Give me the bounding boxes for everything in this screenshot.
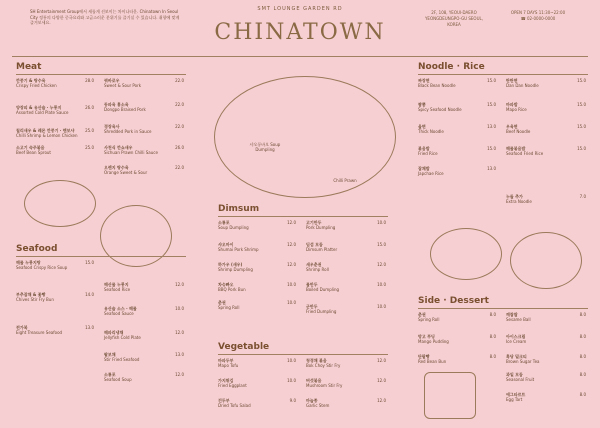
menu-item: 해물 누룽지탕 Seafood Crispy Rice Soup 15.0 [16,260,94,270]
menu-item: 군만두 Fried Dumpling 10.0 [306,304,386,314]
menu-item: 망고 푸딩 Mango Pudding 8.0 [418,334,496,344]
menu-item: 울면 Thick Noodle 13.0 [418,124,496,134]
menu-item: 오렌지 탕수육 Orange Sweet & Sour 22.0 [104,165,184,175]
divider [16,74,186,75]
section-title-seafood: Seafood [16,244,58,254]
menu-item: 깐풍기 & 탕수육 Crispy Fried Chicken 28.0 [16,78,94,88]
menu-item: 버섯볶음 Mushroom Stir Fry 12.0 [306,378,386,388]
menu-item: 양장피 & 유산슬 · 누룽지 Assorted Cold Plate Sauce 26.0 [16,105,94,115]
menu-item: 물만두 Boiled Dumpling 10.0 [306,282,386,292]
menu-item: 해물볶음밥 Seafood Fried Rice 15.0 [506,146,586,156]
section-title-meat: Meat [16,62,42,72]
section-title-vegetable: Vegetable [218,342,270,352]
divider [218,216,388,217]
menu-item: 탄탄면 Dan Dan Noodle 15.0 [506,78,586,88]
page-title: CHINATOWN [214,20,386,45]
menu-item: 차슈빠오 BBQ Pork Bun 10.0 [218,282,296,292]
menu-item: 짬뽕 Spicy Seafood Noodle 15.0 [418,102,496,112]
divider [418,74,588,75]
dish-illustration [24,180,96,227]
dish-caption: Chilli Prawn [333,178,357,183]
address: 2F, 108, YEOUI-DAERO YEONGDEUNGPO-GU SEOUL, KOREA [424,10,484,27]
menu-item: 춘권 Spring Roll 8.0 [418,312,496,322]
menu-item: 하가우 (새우) Shrimp Dumpling 12.0 [218,262,296,272]
menu-item: 춘권 Spring Roll 10.0 [218,300,296,310]
menu-item: 칠리새우 & 레몬 깐풍기 · 멘보샤 Chilli Shrimp & Lemon Chicken 25.0 [16,128,94,138]
menu-item: 가지튀김 Fried Eggplant 10.0 [218,378,296,388]
menu-item: 볶음밥 Fried Rice 15.0 [418,146,496,156]
menu-item: 깨찹쌀 Sesame Ball 8.0 [506,312,586,322]
menu-item: 마늘종 Garlic Stem 12.0 [306,398,386,408]
menu-item: 부추잡채 & 꽃빵 Chives Stir Fry Bun 14.0 [16,292,94,302]
menu-item: 에그타르트 Egg Tart 8.0 [506,392,586,402]
menu-item: 건두부 Dried Tofu Salad 9.0 [218,398,296,408]
menu-item: 사천식 깐쇼새우 Sichuan Prawn Chilli Sauce 26.0 [104,145,184,155]
menu-item: 고기만두 Pork Dumpling 10.0 [306,220,386,230]
menu-item: 우육면 Beef Noodle 15.0 [506,124,586,134]
divider [16,256,186,257]
menu-item: 아이스크림 Ice Cream 8.0 [506,334,586,344]
dish-illustration [510,232,582,289]
menu-item: 새우춘권 Shrimp Roll 12.0 [306,262,386,272]
menu-item: 마파밥 Mapo Rice 15.0 [506,102,586,112]
menu-item: 해파리냉채 Jellyfish Cold Plate 12.0 [104,330,184,340]
menu-item: 청경채 볶음 Bok Choy Stir Fry 12.0 [306,358,386,368]
menu-item: 소고기 숙주볶음 Beef Bean Sprout 25.0 [16,145,94,155]
menu-item: 잡채밥 Japchae Rice 13.0 [418,166,496,176]
menu-item: 딤섬 모듬 Dimsum Platter 15.0 [306,242,386,252]
intro-text: SH Entertainment Group에서 새롭게 선보이는 차이나타운. Chinatown In Seoul City 정통의 다양한 중국요리와 고급스러운 분위기를 즐기실 수 있습니다. 취향에 맞게 즐겨보세요. [30,9,180,25]
menu-item: 소룡포 Seafood Soup 12.0 [104,372,184,382]
menu-item: 꿔바로우 Sweet & Sour Pork 22.0 [104,78,184,88]
opening-hours: OPEN 7 DAYS 11:30~22:00 ☎ 02-0000-0000 [510,10,566,21]
dish-caption: 샤오룽바오 Soup Dumpling [249,142,281,152]
menu-item: 흑당 밀크티 Brown Sugar Tea 8.0 [506,354,586,364]
section-title-side-dessert: Side · Dessert [418,296,489,306]
menu-item: 팔보채 Stir Fried Seafood 13.0 [104,352,184,362]
dish-illustration [100,205,172,267]
section-title-noodle-rice: Noodle · Rice [418,62,485,72]
menu-item: 누들 추가 Extra Noodle 7.0 [506,194,586,204]
divider [218,354,388,355]
menu-item: 샤오마이 Shumai Pork Shrimp 12.0 [218,242,296,252]
menu-item: 마파두부 Mapo Tofu 10.0 [218,358,296,368]
menu-item: 과일 모듬 Seasonal Fruit 8.0 [506,372,586,382]
menu-item: 소룡포 Soup Dumpling 12.0 [218,220,296,230]
menu-item: 해산물 누룽지 Seafood Rice 12.0 [104,282,184,292]
menu-item: 짜장면 Black Bean Noodle 15.0 [418,78,496,88]
section-title-dimsum: Dimsum [218,204,260,214]
menu-item: 유산슬 소스 · 해물 Seafood Sauce 10.0 [104,306,184,316]
divider [418,308,588,309]
dish-illustration [424,372,476,419]
header-divider [12,56,588,57]
header-subtitle: SMT LOUNGE GARDEN RD [257,6,343,12]
dish-illustration [430,228,502,280]
menu-item: 동파육 홍소육 Dongpo Braised Pork 22.0 [104,102,184,112]
menu-item: 경장육사 Shredded Pork in Sauce 22.0 [104,124,184,134]
menu-item: 전가복 Eight Treasure Seafood 13.0 [16,325,94,335]
menu-item: 단팥빵 Red Bean Bun 8.0 [418,354,496,364]
